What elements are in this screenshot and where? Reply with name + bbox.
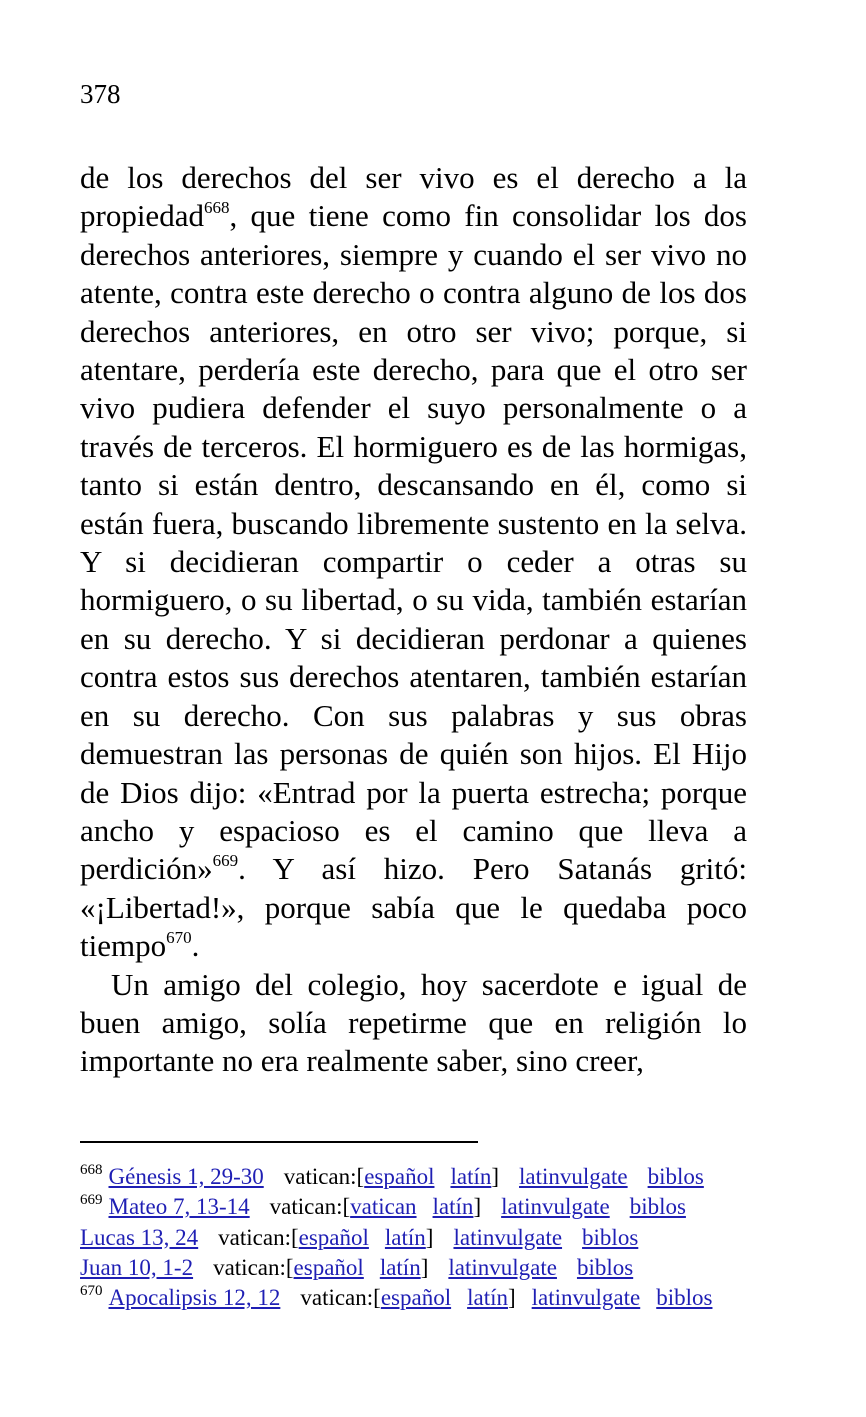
footnote-669 bbox=[80, 1192, 752, 1222]
vatican-prefix: vatican:[ bbox=[300, 1285, 381, 1311]
vatican-prefix: vatican:[ bbox=[213, 1254, 294, 1280]
biblos-link[interactable]: biblos bbox=[629, 1194, 686, 1220]
footnote-ref-669[interactable]: 669 bbox=[212, 851, 239, 871]
footnote-668 bbox=[80, 1162, 752, 1192]
vatican-prefix: vatican:[ bbox=[283, 1164, 365, 1189]
footnotes bbox=[80, 1162, 752, 1313]
reference-link[interactable]: Lucas 13, 24 bbox=[80, 1224, 199, 1250]
espanol-link[interactable]: español bbox=[364, 1164, 435, 1189]
vatican-suffix: ] bbox=[507, 1285, 516, 1311]
paragraph-2: Un amigo del colegio, hoy sacerdote e igual de buen amigo, solía repetirme que en religión lo importante no era realmente saber, sino creer, bbox=[80, 966, 747, 1079]
paragraph-1 bbox=[80, 159, 747, 966]
footnote-ref-668[interactable]: 668 bbox=[203, 198, 230, 218]
reference-link[interactable]: Juan 10, 1-2 bbox=[80, 1254, 194, 1280]
page-number: 378 bbox=[80, 79, 121, 109]
biblos-link[interactable]: biblos bbox=[582, 1224, 639, 1250]
paragraph-1-part-1: de los derechos del ser vivo es el derecho a la propiedad bbox=[80, 160, 747, 234]
latin-link[interactable]: latín bbox=[432, 1194, 474, 1220]
vatican-link[interactable]: vatican bbox=[350, 1194, 417, 1220]
reference-link[interactable]: Apocalipsis 12, 12 bbox=[108, 1285, 281, 1311]
vatican-suffix: ] bbox=[491, 1164, 500, 1189]
body-text bbox=[80, 159, 747, 1081]
espanol-link[interactable]: español bbox=[380, 1285, 452, 1311]
vatican-suffix: ] bbox=[473, 1194, 482, 1220]
espanol-link[interactable]: español bbox=[298, 1224, 369, 1250]
biblos-link[interactable]: biblos bbox=[576, 1254, 634, 1280]
vatican-suffix: ] bbox=[425, 1224, 434, 1250]
biblos-link[interactable]: biblos bbox=[656, 1285, 713, 1311]
vatican-prefix: vatican:[ bbox=[269, 1194, 351, 1220]
footnote-ref-670[interactable]: 670 bbox=[166, 928, 192, 948]
paragraph-1-part-2: , que tiene como fin consolidar los dos derechos anteriores, siempre y cuando el ser vivo no atente, contra este derecho o contra alguno de los dos derechos anteriores, en otro ser vivo; porque, si atentare, perdería este derecho, para que el otro ser vivo pudiera defender el suyo personalmente o a través de terceros. El hormiguero es de las hormigas, tanto si están dentro, descansando en él, como si están fuera, buscando libremente sustento en la selva. Y si decidieran compartir o ceder a otras su hormiguero, o su libertad, o su vida, también estarían en su derecho. Y si decidieran perdonar a quienes contra estos sus derechos atentaren, también estarían en su derecho. Con sus palabras y sus obras demuestran las personas de quién son hijos. El Hijo de Dios dijo: «Entrad por la puerta estrecha; porque ancho y espacioso es el camino que lleva a perdición» bbox=[80, 198, 747, 887]
latin-link[interactable]: latín bbox=[450, 1164, 492, 1189]
latin-link[interactable]: latín bbox=[467, 1285, 508, 1311]
latinvulgate-link[interactable]: latinvulgate bbox=[501, 1194, 610, 1220]
latinvulgate-link[interactable]: latinvulgate bbox=[531, 1285, 641, 1311]
footnote-669-juan bbox=[80, 1253, 752, 1283]
footnote-669-lucas bbox=[80, 1223, 752, 1253]
latin-link[interactable]: latín bbox=[379, 1254, 421, 1280]
paragraph-1-part-3: . Y así hizo. Pero Satanás gritó: «¡Libertad!», porque sabía que le quedaba poco tiempo bbox=[80, 851, 747, 964]
footnote-number: 669 bbox=[80, 1192, 103, 1209]
paragraph-1-part-4: . bbox=[191, 928, 200, 964]
biblos-link[interactable]: biblos bbox=[647, 1164, 704, 1189]
latinvulgate-link[interactable]: latinvulgate bbox=[448, 1254, 557, 1280]
footnote-number: 670 bbox=[80, 1283, 103, 1300]
latinvulgate-link[interactable]: latinvulgate bbox=[519, 1164, 628, 1189]
espanol-link[interactable]: español bbox=[293, 1254, 364, 1280]
reference-link[interactable]: Génesis 1, 29-30 bbox=[108, 1164, 264, 1189]
footnote-separator bbox=[80, 1141, 478, 1143]
footnote-670 bbox=[80, 1283, 752, 1313]
latinvulgate-link[interactable]: latinvulgate bbox=[453, 1224, 563, 1250]
latin-link[interactable]: latín bbox=[384, 1224, 426, 1250]
footnote-number: 668 bbox=[80, 1162, 103, 1178]
vatican-suffix: ] bbox=[420, 1254, 429, 1280]
reference-link[interactable]: Mateo 7, 13-14 bbox=[108, 1194, 250, 1220]
vatican-prefix: vatican:[ bbox=[218, 1224, 299, 1250]
